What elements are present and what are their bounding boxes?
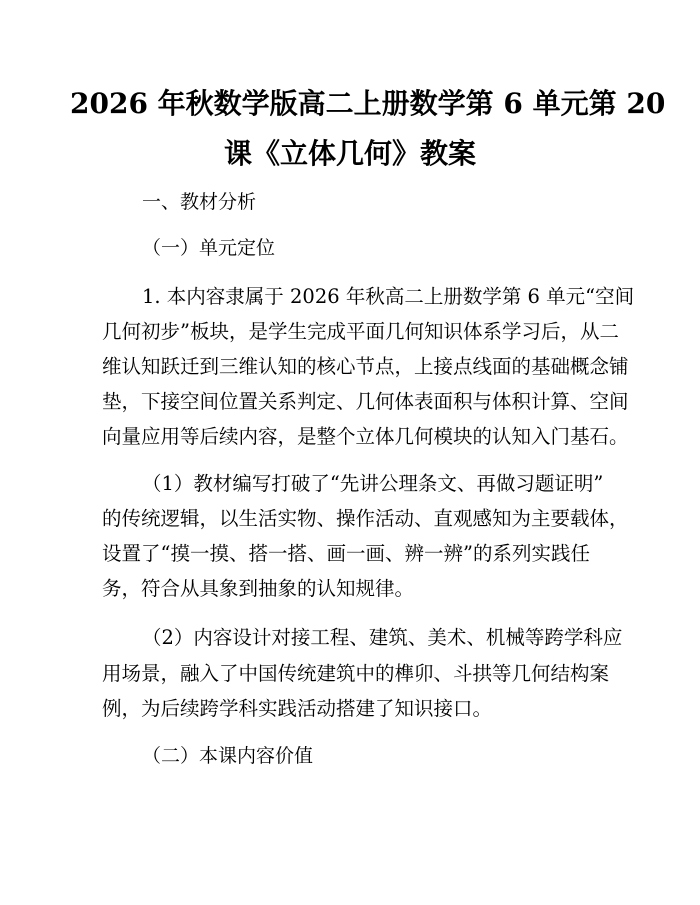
paragraph-2-line-3: 设置了“摸一摸、搭一搭、画一画、辨一辨”的系列实践任 (102, 542, 590, 565)
paragraph-2-line-1: （1）教材编写打破了“先讲公理条文、再做习题证明” (142, 472, 604, 495)
subsection-heading-unit-positioning: （一）单元定位 (142, 237, 276, 259)
paragraph-2-line-2: 的传统逻辑，以生活实物、操作活动、直观感知为主要载体， (102, 507, 629, 530)
paragraph-1-line-5: 向量应用等后续内容，是整个立体几何模块的认知入门基石。 (102, 425, 629, 448)
paragraph-2-line-4: 务，符合从具象到抽象的认知规律。 (102, 577, 415, 600)
paragraph-1-line-3: 维认知跃迁到三维认知的核心节点，上接点线面的基础概念铺 (102, 355, 629, 378)
paragraph-3-line-3: 例，为后续跨学科实践活动搭建了知识接口。 (102, 697, 493, 720)
paragraph-1-line-1: 1. 本内容隶属于 2026 年秋高二上册数学第 6 单元“空间 (142, 285, 635, 308)
section-heading-textbook-analysis: 一、教材分析 (142, 191, 257, 213)
subsection-heading-lesson-value: （二）本课内容价值 (142, 745, 314, 767)
document-title-line-1: 2026 年秋数学版高二上册数学第 6 单元第 20 (70, 87, 666, 120)
paragraph-3-line-2: 用场景，融入了中国传统建筑中的榫卯、斗拱等几何结构案 (102, 662, 610, 685)
document-title-line-2: 课《立体几何》教案 (223, 137, 476, 170)
paragraph-3-line-1: （2）内容设计对接工程、建筑、美术、机械等跨学科应 (142, 626, 623, 649)
paragraph-1-line-4: 垫，下接空间位置关系判定、几何体表面积与体积计算、空间 (102, 390, 629, 413)
paragraph-1-line-2: 几何初步”板块，是学生完成平面几何知识体系学习后，从二 (102, 320, 619, 343)
